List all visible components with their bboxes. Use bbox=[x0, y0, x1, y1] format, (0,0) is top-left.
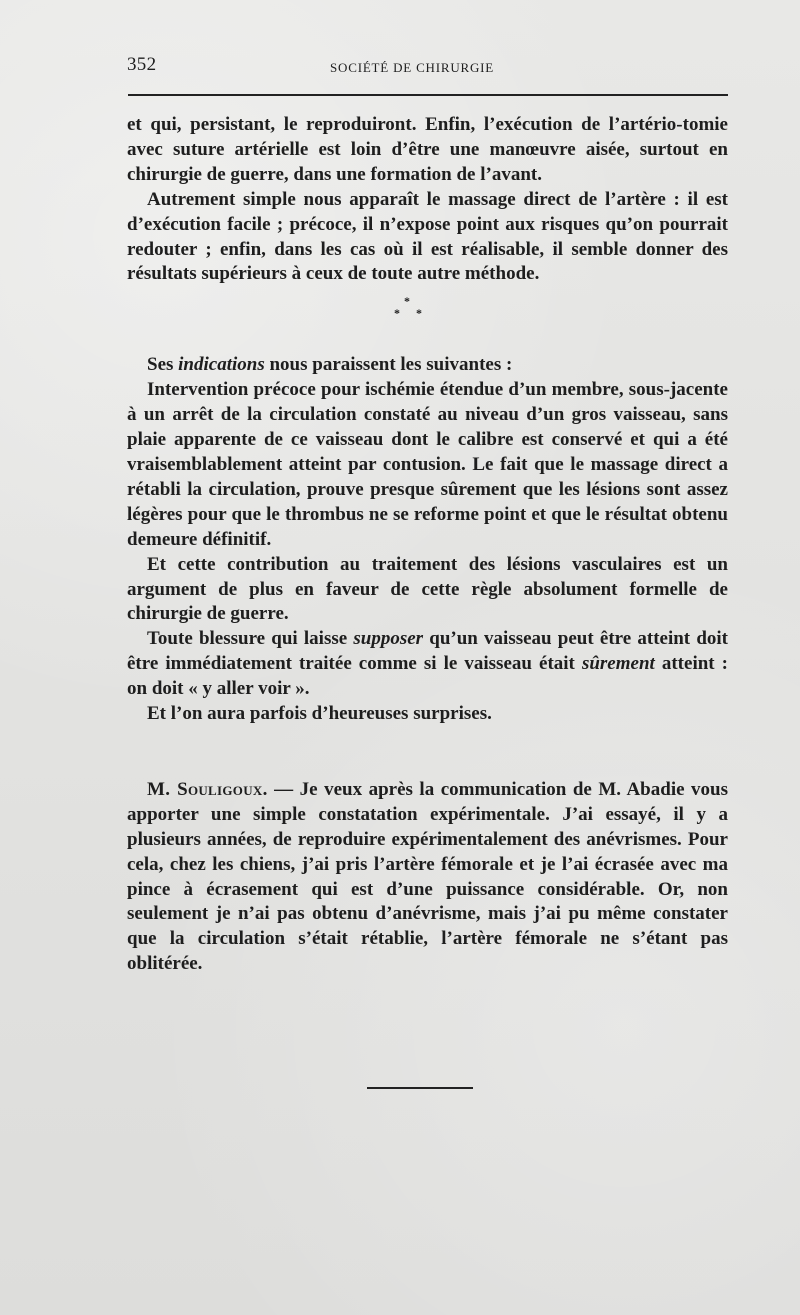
paragraph-continuation: et qui, persistant, le reproduiront. Enfin, l’exécution de l’artério-tomie avec suture artérielle est loin d’être une manœuvre aisée, surtout en chirurgie de guerre, dans une formation de l’avant. bbox=[127, 114, 728, 185]
speaker-name: M. Souligoux. bbox=[147, 778, 268, 800]
indications-prefix: Ses bbox=[147, 354, 179, 376]
page-header bbox=[127, 54, 728, 82]
separator-star-left: * bbox=[394, 306, 400, 321]
paragraph-massage: Autrement simple nous apparaît le massage direct de l’artère : il est d’exécution facile ; précoce, il n’expose point aux risques qu’on pourrait redouter ; enfin, dans les cas où il est réalisable, il semble donner des résultats supérieurs à ceux de toute autre méthode. bbox=[127, 188, 728, 285]
paragraph-injury-rule bbox=[127, 627, 728, 702]
indications-emphasis: indications bbox=[178, 354, 265, 376]
paragraph-contribution: Et cette contribution au traitement des lésions vasculaires est un argument de plus en faveur de cette règle absolument formelle de chirurgie de guerre. bbox=[127, 553, 728, 625]
injury-rule-suffix: atteint : on doit « y aller voir ». bbox=[127, 653, 728, 700]
injury-rule-middle: qu’un vaisseau peut être atteint doit être immédiatement traitée comme si le vaisseau était bbox=[127, 628, 728, 675]
injury-rule-prefix: Toute blessure qui laisse bbox=[147, 628, 354, 650]
injury-rule-emphasis-suppose: supposer bbox=[353, 628, 424, 650]
separator-star-top: * bbox=[404, 294, 410, 309]
paragraph-indications bbox=[127, 353, 728, 378]
header-rule bbox=[128, 94, 728, 96]
article-text bbox=[127, 113, 728, 977]
discussion-spacing bbox=[127, 727, 728, 778]
page-number: 352 bbox=[127, 54, 157, 75]
paragraph-surprises: Et l’on aura parfois d’heureuses surprises. bbox=[147, 703, 492, 725]
paragraph-souligoux bbox=[127, 778, 728, 977]
separator-star-right: * bbox=[416, 306, 422, 321]
paragraph-intervention: Intervention précoce pour ischémie étendue d’un membre, sous-jacente à un arrêt de la circulation constaté au niveau d’un gros vaisseau, sans plaie apparente de ce vaisseau dont le calibre est conservé et qui a été vraisemblablement atteint par contusion. Le fait que le massage direct a rétabli la circulation, prouve presque sûrement que les lésions sont assez légères pour que le thrombus ne se reforme point et que le résultat obtenu demeure définitif. bbox=[127, 379, 728, 550]
separator-spacing bbox=[127, 331, 728, 353]
speaker-statement: — Je veux après la communication de M. Abadie vous apporter une simple constatation expérimentale. J’ai essayé, il y a plusieurs années, de reproduire expérimentalement des anévrismes. Pour cela, chez les chiens, j’ai pris l’artère fémorale et je l’ai écrasée avec ma pince à écrasement qui est d’une puissance considérable. Or, non seulement je n’ai pas obtenu d’anévrisme, mais j’ai pu même constater que la circulation s’était rétablie, l’artère fémorale ne s’étant pas oblitérée. bbox=[127, 778, 728, 975]
injury-rule-emphasis-surement: sûrement bbox=[581, 653, 655, 675]
indications-suffix: nous paraissent les suivantes : bbox=[264, 354, 513, 376]
section-separator bbox=[127, 287, 728, 331]
closing-rule bbox=[367, 1087, 473, 1089]
running-title: SOCIÉTÉ DE CHIRURGIE bbox=[330, 60, 495, 75]
